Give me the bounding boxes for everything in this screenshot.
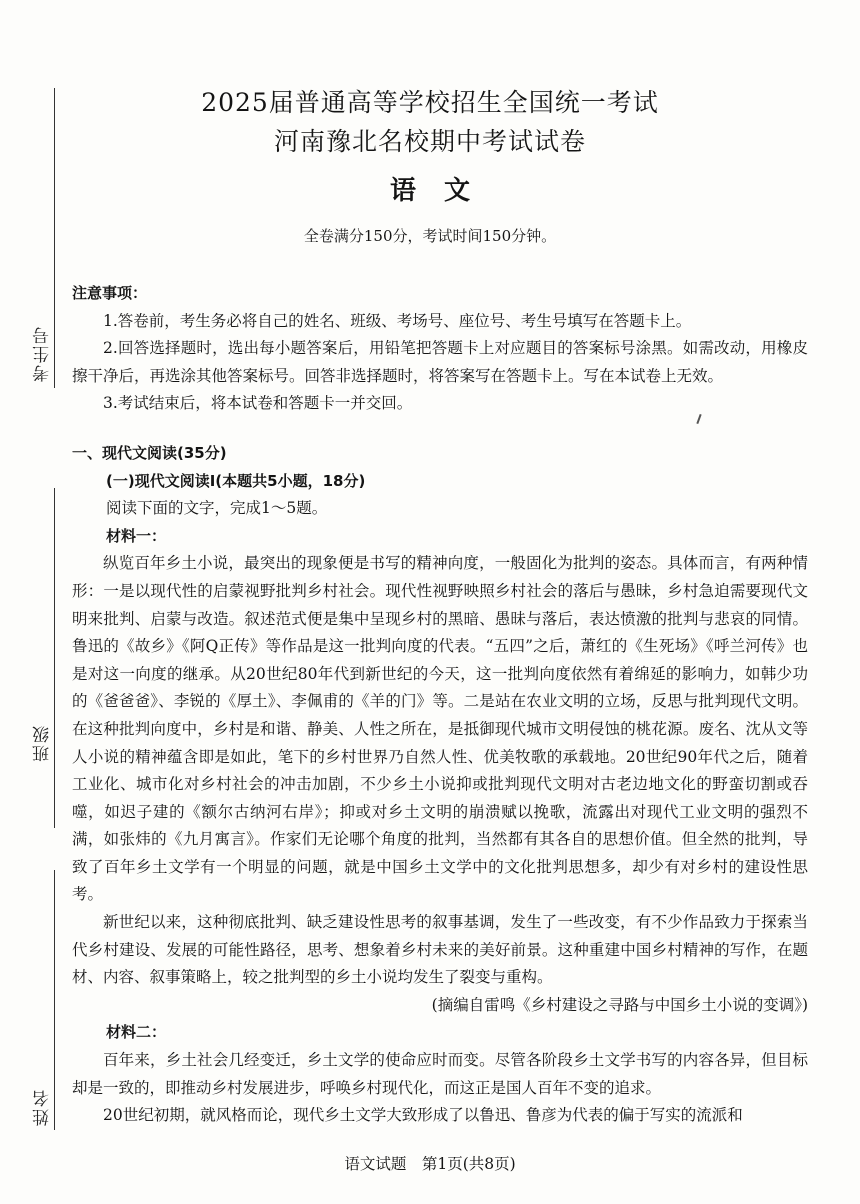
note-item-2: 2.回答选择题时，选出每小题答案后，用铅笔把答题卡上对应题目的答案标号涂黑。如需改动，用橡皮擦干净后，再选涂其他答案标号。回答非选择题时，将答案写在答题卡上。写在本试卷上无效。	[72, 339, 808, 385]
exam-number-label: 考生号	[33, 325, 53, 382]
material1-source: (摘编自雷鸣《乡村建设之寻路与中国乡土小说的变调》)	[431, 995, 808, 1014]
reading-instruction: 阅读下面的文字，完成1～5题。	[106, 499, 328, 518]
note-item-1: 1.答卷前，考生务必将自己的姓名、班级、考场号、座位号、考生号填写在答题卡上。	[103, 311, 692, 330]
material1-paragraph: 纵览百年乡土小说，最突出的现象便是书写的精神向度，一般固化为批判的姿态。具体而言，有两种情形：一是以现代性的启蒙视野批判乡村社会。现代性视野映照乡村社会的落后与愚昧，乡村急迫需要现代文明来批判、启蒙与改造。叙述范式便是集中呈现乡村的黑暗、愚昧与落后，表达愤激的批判与悲哀的同情。鲁迅的《故乡》《阿Q正传》等作品是这一批判向度的代表。“五四”之后，萧红的《生死场》《呼兰河传》也是对这一向度的继承。从20世纪80年代到新世纪的今天，这一批判向度依然有着绵延的影响力，如韩少功的《爸爸爸》、李锐的《厚土》、李佩甫的《羊的门》等。二是站在农业文明的立场，反思与批判现代文明。在这种批判向度中，乡村是和谐、静美、人性之所在，是抵御现代城市文明侵蚀的桃花源。废名、沈从文等人小说的精神蕴含即是如此，笔下的乡村世界乃自然人性、优美牧歌的承载地。20世纪90年代之后，随着工业化、城市化对乡村社会的冲击加剧，不少乡土小说抑或批判现代文明对古老边地文化的野蛮切割或吞噬，如迟子建的《额尔古纳河右岸》；抑或对乡土文明的崩溃赋以挽歌，流露出对现代工业文明的强烈不满，如张炜的《九月寓言》。作家们无论哪个角度的批判，当然都有其各自的思想价值。但全然的批判，导致了百年乡土文学有一个明显的问题，就是中国乡土文学中的文化批判思想多，却少有对乡村的建设性思考。	[72, 554, 808, 904]
class-label: 班级	[33, 724, 53, 762]
subsection-heading: (一)现代文阅读Ⅰ(本题共5小题，18分)	[106, 471, 366, 490]
subject-title: 语文	[389, 176, 498, 206]
material2-label: 材料二：	[106, 1023, 167, 1042]
material2-paragraph: 20世纪初期，就风格而论，现代乡土文学大致形成了以鲁迅、鲁彦为代表的偏于写实的流派和	[103, 1106, 743, 1125]
material1-paragraph: 新世纪以来，这种彻底批判、缺乏建设性思考的叙事基调，发生了一些改变，有不少作品致力于探索当代乡村建设、发展的可能性路径，思考、想象着乡村未来的美好前景。这种重建中国乡村精神的写作，在题材、内容、叙事策略上，较之批判型的乡土小说均发生了裂变与重构。	[72, 913, 808, 987]
material1-label: 材料一：	[106, 526, 167, 545]
page-footer: 语文试题 第1页(共8页)	[344, 1155, 516, 1173]
exam-header	[0, 86, 860, 246]
material2-paragraph: 百年来，乡土社会几经变迁，乡土文学的使命应时而变。尽管各阶段乡土文学书写的内容各异，但目标却是一致的，即推动乡村发展进步，呼唤乡村现代化，而这正是国人百年不变的追求。	[72, 1051, 808, 1097]
exam-title: 2025届普通高等学校招生全国统一考试	[201, 88, 659, 117]
binding-line-middle	[54, 488, 55, 828]
section-heading: 一、现代文阅读(35分)	[72, 443, 227, 462]
score-info: 全卷满分150分，考试时间150分钟。	[303, 227, 557, 245]
name-label: 姓名	[33, 1088, 53, 1126]
note-item-3: 3.考试结束后，将本试卷和答题卡一并交回。	[103, 394, 413, 413]
exam-body	[72, 280, 808, 1130]
exam-subtitle: 河南豫北名校期中考试试卷	[273, 127, 586, 156]
notes-heading: 注意事项：	[72, 284, 148, 302]
